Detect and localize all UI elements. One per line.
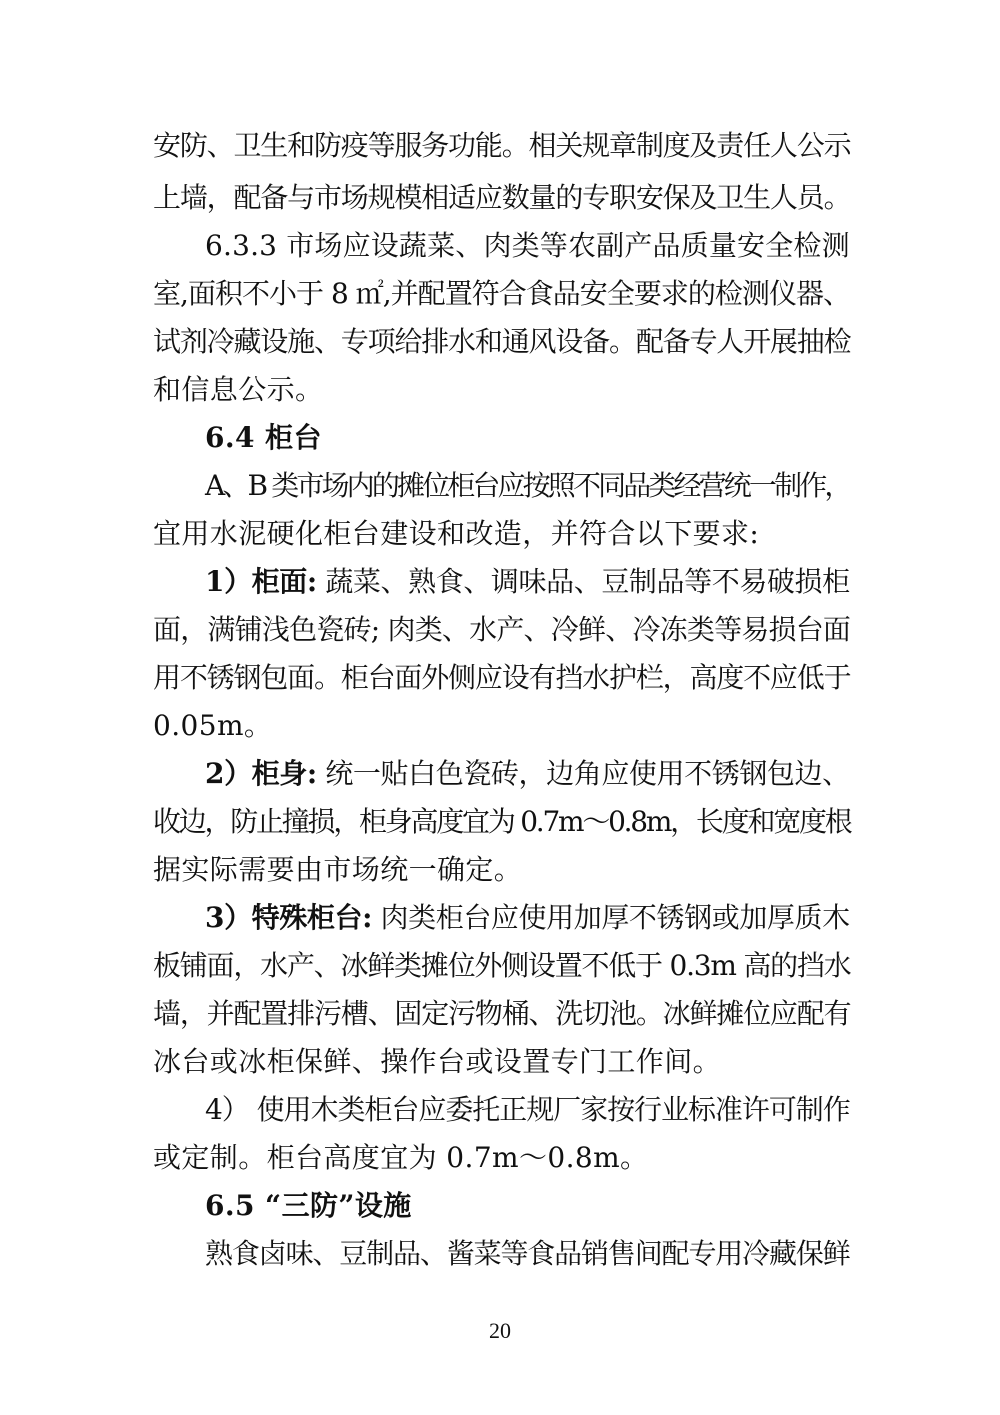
paragraph-line: 面，满铺浅色瓷砖; 肉类、水产、冷鲜、冷冻类等易损台面 <box>153 613 851 646</box>
list-item-text: 蔬菜、熟食、调味品、豆制品等不易破损柜 <box>316 565 850 598</box>
paragraph-line: 用不锈钢包面。柜台面外侧应设有挡水护栏，高度不应低于 <box>153 661 851 694</box>
paragraph-line: 据实际需要由市场统一确定。 <box>153 853 523 886</box>
paragraph-line: 墙，并配置排污槽、固定污物桶、洗切池。冰鲜摊位应配有 <box>153 997 851 1030</box>
section-heading-6-4: 6.4 柜台 <box>205 421 322 454</box>
list-item-label: 3）特殊柜台: <box>205 901 373 934</box>
list-item-text: 肉类柜台应使用加厚不锈钢或加厚质木 <box>372 901 850 934</box>
paragraph-line: 0.05m。 <box>153 709 273 742</box>
paragraph-line: 或定制。柜台高度宜为 0.7m～0.8m。 <box>153 1141 649 1174</box>
list-item-4: 4） 使用木类柜台应委托正规厂家按行业标准许可制作 <box>205 1093 850 1126</box>
list-item-1 <box>205 564 850 600</box>
list-item-label: 1）柜面: <box>205 565 317 598</box>
paragraph-line: 室,面积不小于 8 ㎡,并配置符合食品安全要求的检测仪器、 <box>153 277 851 310</box>
paragraph-line: 试剂冷藏设施、专项给排水和通风设备。配备专人开展抽检 <box>153 325 851 358</box>
list-item-2 <box>205 756 850 792</box>
paragraph-line: 宜用水泥硬化柜台建设和改造，并符合以下要求: <box>153 517 760 550</box>
list-item-text: 统一贴白色瓷砖，边角应使用不锈钢包边、 <box>316 757 850 790</box>
paragraph-line: 上墙，配备与市场规模相适应数量的专职安保及卫生人员。 <box>153 181 851 214</box>
list-item-label: 2）柜身: <box>205 757 317 790</box>
page-number: 20 <box>489 1318 511 1343</box>
section-heading-6-5: 6.5 “三防”设施 <box>205 1189 412 1222</box>
paragraph-line: 熟食卤味、豆制品、酱菜等食品销售间配专用冷藏保鲜 <box>205 1237 850 1270</box>
paragraph-line: 安防、卫生和防疫等服务功能。相关规章制度及责任人公示 <box>153 129 851 162</box>
paragraph-line: 冰台或冰柜保鲜、操作台或设置专门工作间。 <box>153 1045 722 1078</box>
section-6-3-3-line: 6.3.3 市场应设蔬菜、肉类等农副产品质量安全检测 <box>205 229 850 262</box>
paragraph-line: 收边，防止撞损，柜身高度宜为 0.7m～0.8m，长度和宽度根 <box>153 805 851 838</box>
paragraph-line: 和信息公示。 <box>153 373 324 406</box>
paragraph-line: 板铺面，水产、冰鲜类摊位外侧设置不低于 0.3m 高的挡水 <box>153 949 851 982</box>
paragraph-line: A、B 类市场内的摊位柜台应按照不同品类经营统一制作， <box>205 469 850 502</box>
list-item-3 <box>205 900 850 936</box>
